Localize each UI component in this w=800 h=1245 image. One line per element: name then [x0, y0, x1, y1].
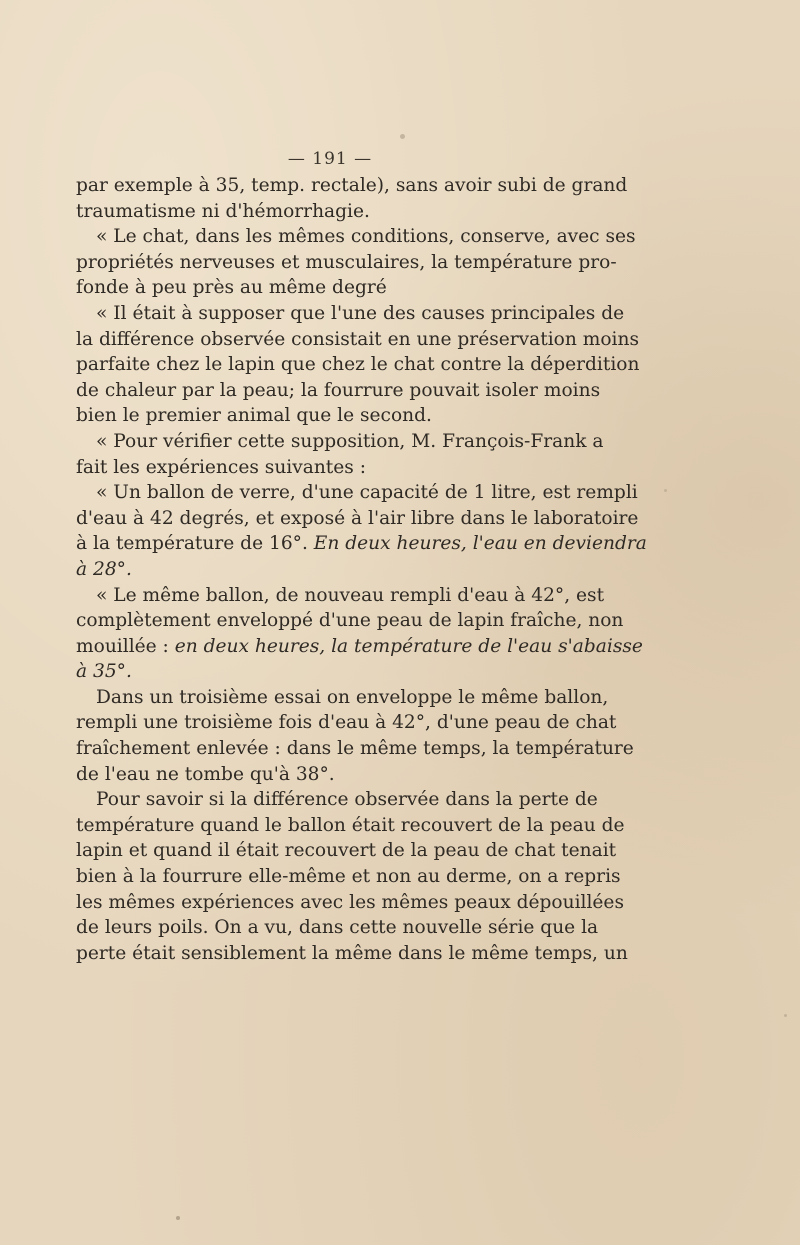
paper-speck	[176, 1216, 180, 1220]
paper-speck	[664, 489, 667, 492]
text-line: « Un ballon de verre, d'une capacité de 1 litre, est rempli	[96, 482, 638, 504]
paper-speck	[784, 1014, 787, 1017]
text-line: à la température de 16°. En deux heures, l'eau en deviendra	[76, 533, 647, 555]
text-line: perte était sensiblement la même dans le même temps, un	[76, 942, 628, 964]
text-line: à 35°.	[76, 661, 132, 683]
text-line: température quand le ballon était recouvert de la peau de	[76, 814, 625, 836]
text-line: les mêmes expériences avec les mêmes peaux dépouillées	[76, 891, 624, 913]
text-line: Pour savoir si la différence observée dans la perte de	[96, 789, 598, 811]
text-line: parfaite chez le lapin que chez le chat contre la déperdition	[76, 354, 640, 376]
text-line: « Il était à supposer que l'une des causes principales de	[96, 302, 625, 324]
paper-speck	[596, 739, 598, 741]
text-line: à 28°.	[76, 558, 132, 580]
text-line: « Le chat, dans les mêmes conditions, conserve, avec ses	[96, 226, 636, 248]
text-line: de l'eau ne tombe qu'à 38°.	[76, 763, 335, 785]
text-line: Dans un troisième essai on enveloppe le même ballon,	[96, 686, 609, 708]
body-text	[76, 173, 647, 966]
paper-speck	[400, 134, 405, 139]
text-line: rempli une troisième fois d'eau à 42°, d'une peau de chat	[76, 712, 617, 734]
text-line: lapin et quand il était recouvert de la peau de chat tenait	[76, 840, 617, 862]
text-line: bien le premier animal que le second.	[76, 405, 432, 427]
text-line: bien à la fourrure elle-même et non au derme, on a repris	[76, 866, 621, 888]
text-line: de chaleur par la peau; la fourrure pouvait isoler moins	[76, 379, 601, 401]
text-line: d'eau à 42 degrés, et exposé à l'air libre dans le laboratoire	[76, 507, 639, 529]
text-line: fait les expériences suivantes :	[76, 456, 367, 478]
text-line: « Le même ballon, de nouveau rempli d'eau à 42°, est	[96, 584, 605, 606]
text-line: propriétés nerveuses et musculaires, la température pro-	[76, 251, 617, 273]
text-line: « Pour vérifier cette supposition, M. François-Frank a	[96, 430, 604, 452]
text-line: fonde à peu près au même degré	[76, 277, 387, 299]
text-line: mouillée : en deux heures, la température de l'eau s'abaisse	[76, 635, 643, 657]
text-line: de leurs poils. On a vu, dans cette nouvelle série que la	[76, 917, 599, 939]
text-line: fraîchement enlevée : dans le même temps, la température	[76, 738, 634, 760]
text-line: la différence observée consistait en une préservation moins	[76, 328, 640, 350]
text-line: par exemple à 35, temp. rectale), sans avoir subi de grand	[76, 175, 628, 196]
text-line: traumatisme ni d'hémorrhagie.	[76, 200, 370, 222]
text-line: complètement enveloppé d'une peau de lapin fraîche, non	[76, 610, 624, 632]
page-number: — 191 —	[287, 149, 373, 169]
